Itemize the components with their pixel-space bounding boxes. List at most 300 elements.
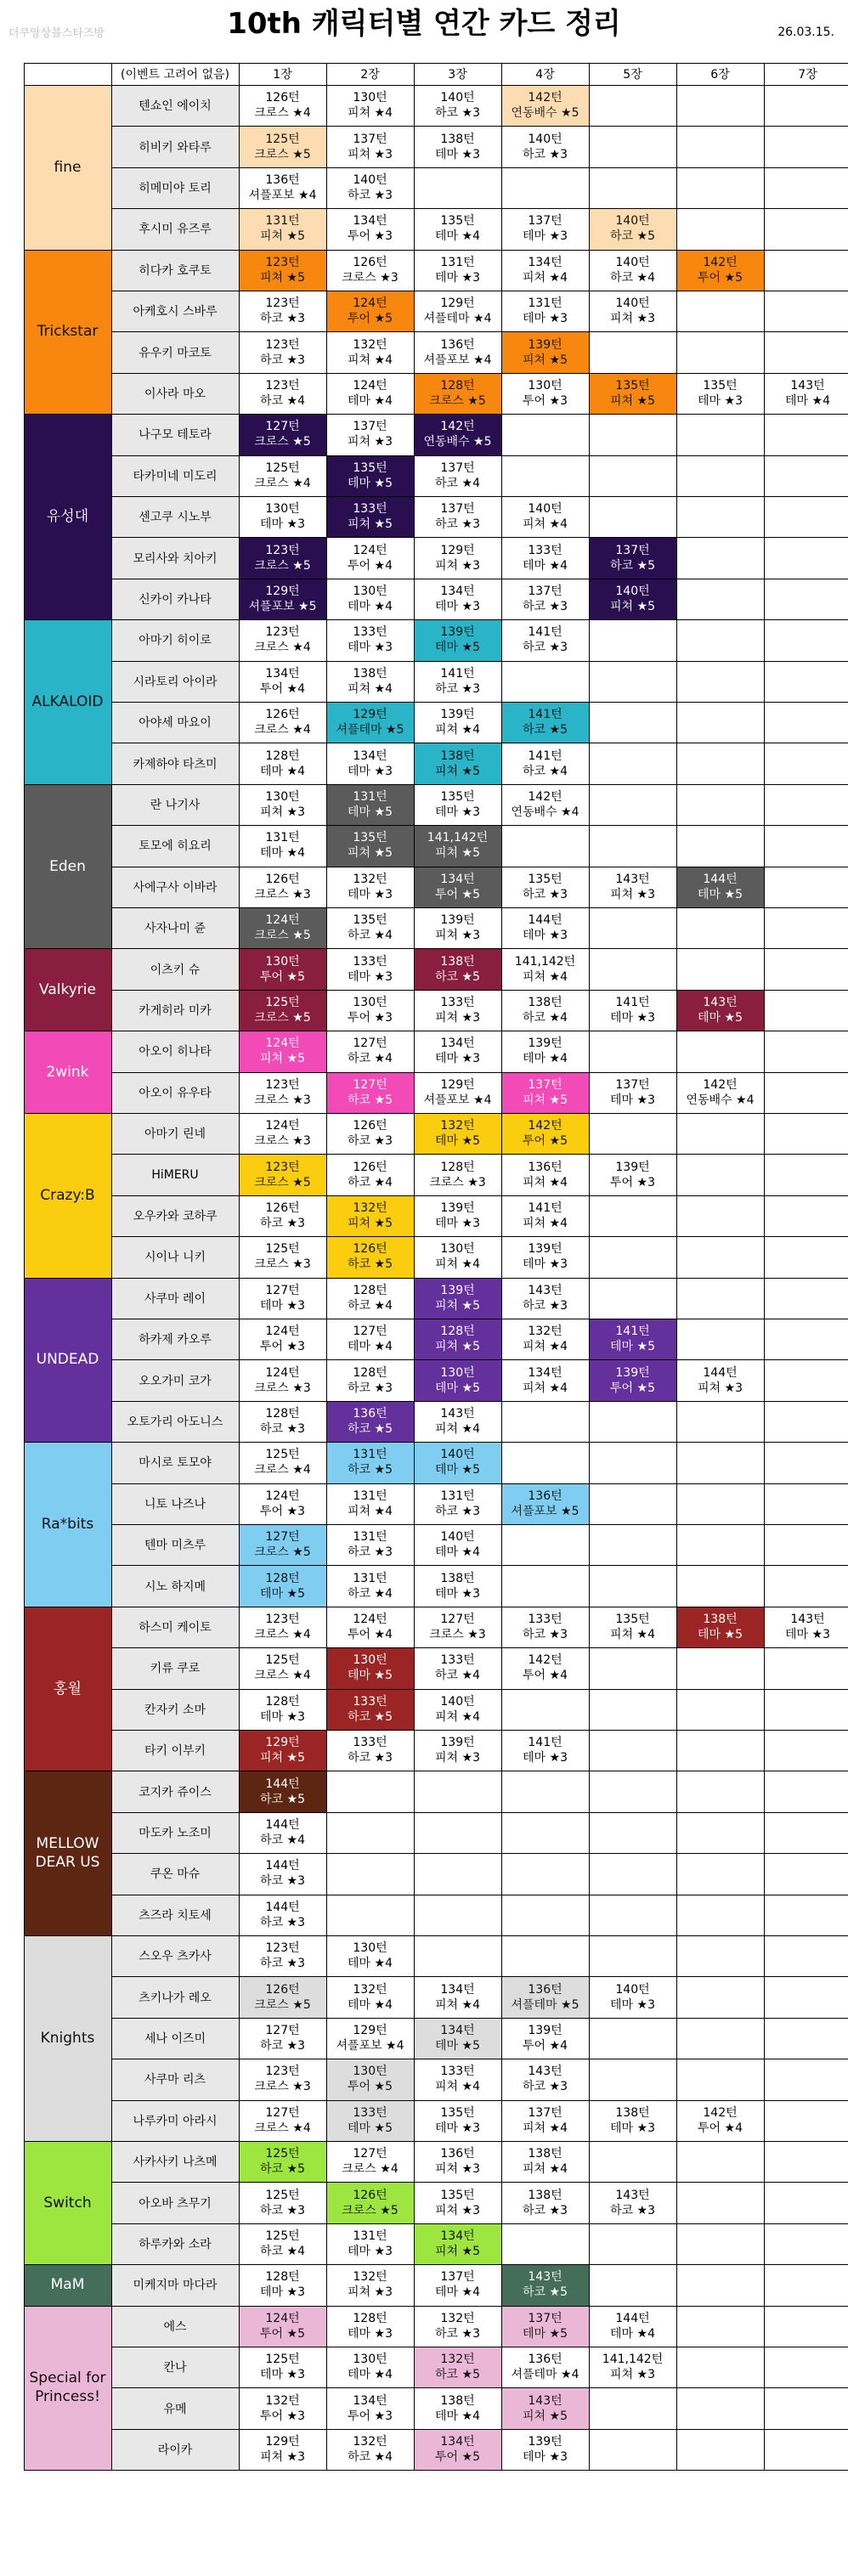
card-cell bbox=[239, 1689, 326, 1730]
grid-line bbox=[24, 948, 848, 949]
card-cell bbox=[326, 867, 414, 907]
card-event: 143턴 bbox=[440, 1406, 475, 1421]
card-type: 하코 ★3 bbox=[348, 1545, 393, 1560]
card-type: 피쳐 ★4 bbox=[435, 1997, 480, 2012]
card-cell bbox=[414, 743, 501, 783]
card-event: 123턴 bbox=[265, 337, 300, 352]
member-name: 사에구사 이바라 bbox=[111, 867, 239, 907]
grid-line bbox=[24, 784, 848, 785]
card-cell bbox=[326, 579, 414, 619]
card-type: 피쳐 ★5 bbox=[348, 517, 393, 532]
header-col-3: 3장 bbox=[448, 68, 467, 82]
card-cell bbox=[501, 2264, 589, 2305]
unit-label: Crazy:B bbox=[24, 1113, 111, 1278]
card-cell bbox=[414, 2387, 501, 2428]
card-type: 투어 ★4 bbox=[348, 558, 393, 573]
card-cell bbox=[239, 291, 326, 331]
card-type: 하코 ★5 bbox=[348, 1257, 393, 1272]
card-type: 연동배수 ★5 bbox=[423, 435, 492, 449]
card-type: 테마 ★3 bbox=[785, 1627, 830, 1641]
card-type: 피쳐 ★4 bbox=[348, 106, 393, 121]
card-cell bbox=[501, 2306, 589, 2347]
card-cell bbox=[501, 2100, 589, 2141]
card-type: 피쳐 ★4 bbox=[523, 969, 568, 984]
card-cell bbox=[326, 1113, 414, 1154]
grid-line bbox=[24, 63, 25, 2470]
member-name: 텐쇼인 에이치 bbox=[111, 85, 239, 126]
grid-line bbox=[111, 661, 848, 662]
card-type: 투어 ★4 bbox=[698, 2121, 743, 2135]
card-type: 셔플테마 ★4 bbox=[511, 2368, 579, 2382]
card-event: 128턴 bbox=[265, 749, 300, 763]
card-cell bbox=[501, 2018, 589, 2059]
card-event: 140턴 bbox=[440, 1448, 475, 1462]
card-type: 하코 ★4 bbox=[348, 929, 393, 943]
card-event: 138턴 bbox=[703, 1612, 738, 1626]
unit-label: UNDEAD bbox=[24, 1278, 111, 1443]
card-type: 피쳐 ★3 bbox=[348, 2285, 393, 2300]
card-event: 140턴 bbox=[615, 255, 650, 269]
grid-line bbox=[111, 2018, 848, 2019]
card-type: 테마 ★3 bbox=[610, 1010, 655, 1025]
grid-line bbox=[239, 63, 240, 2470]
card-cell bbox=[414, 1195, 501, 1236]
card-event: 137턴 bbox=[528, 584, 563, 598]
card-event: 128턴 bbox=[440, 1325, 475, 1339]
card-cell bbox=[326, 990, 414, 1031]
card-cell bbox=[326, 1730, 414, 1771]
member-name: 칸자키 소마 bbox=[111, 1689, 239, 1730]
card-cell bbox=[414, 1565, 501, 1606]
card-cell bbox=[239, 85, 326, 126]
card-cell bbox=[414, 1278, 501, 1319]
grid-line bbox=[111, 63, 112, 2470]
card-event: 144턴 bbox=[265, 1900, 300, 1914]
card-event: 133턴 bbox=[440, 995, 475, 1009]
card-cell bbox=[589, 2182, 676, 2223]
card-cell bbox=[326, 414, 414, 455]
card-cell bbox=[414, 331, 501, 372]
card-event: 136턴 bbox=[528, 1489, 563, 1503]
card-type: 하코 ★4 bbox=[523, 1010, 568, 1025]
card-cell bbox=[414, 1113, 501, 1154]
card-event: 124턴 bbox=[265, 1325, 300, 1339]
card-type: 하코 ★3 bbox=[260, 1421, 305, 1436]
card-cell bbox=[239, 2059, 326, 2099]
card-event: 132턴 bbox=[353, 1982, 387, 1997]
grid-line bbox=[111, 1401, 848, 1402]
card-cell bbox=[414, 414, 501, 455]
card-type: 하코 ★4 bbox=[435, 1669, 480, 1683]
card-event: 123턴 bbox=[265, 2065, 300, 2079]
unit-label: Valkyrie bbox=[24, 948, 111, 1031]
card-type: 투어 ★4 bbox=[523, 1669, 568, 1683]
card-type: 투어 ★4 bbox=[260, 681, 305, 696]
card-table bbox=[24, 63, 848, 2576]
member-name: 라이카 bbox=[111, 2429, 239, 2470]
card-event: 141턴 bbox=[528, 708, 563, 722]
card-type: 피쳐 ★4 bbox=[435, 1421, 480, 1436]
card-type: 크로스 ★4 bbox=[254, 1463, 311, 1477]
card-type: 투어 ★5 bbox=[260, 969, 305, 984]
card-event: 129턴 bbox=[265, 584, 300, 598]
card-cell bbox=[501, 1154, 589, 1195]
card-type: 크로스 ★5 bbox=[254, 558, 311, 573]
card-cell bbox=[589, 291, 676, 331]
card-event: 126턴 bbox=[353, 255, 387, 269]
card-type: 크로스 ★4 bbox=[254, 2121, 311, 2135]
card-type: 피쳐 ★5 bbox=[260, 1052, 305, 1066]
card-cell bbox=[239, 2347, 326, 2387]
card-type: 테마 ★4 bbox=[348, 2368, 393, 2382]
card-cell bbox=[326, 784, 414, 825]
card-type: 크로스 ★5 bbox=[342, 2203, 399, 2217]
grid-line bbox=[24, 1278, 848, 1279]
card-type: 테마 ★5 bbox=[260, 1586, 305, 1601]
member-name: 니토 나즈나 bbox=[111, 1483, 239, 1524]
card-type: 피쳐 ★5 bbox=[610, 599, 655, 613]
grid-line bbox=[111, 1976, 848, 1977]
card-type: 테마 ★3 bbox=[523, 229, 568, 244]
card-event: 131턴 bbox=[440, 1489, 475, 1503]
card-event: 134턴 bbox=[440, 872, 475, 886]
card-cell bbox=[589, 1976, 676, 2017]
card-cell bbox=[414, 2347, 501, 2387]
card-cell bbox=[414, 1442, 501, 1483]
card-type: 투어 ★5 bbox=[610, 1381, 655, 1395]
card-type: 테마 ★5 bbox=[698, 887, 743, 901]
card-type: 테마 ★3 bbox=[348, 764, 393, 778]
header-col-7: 7장 bbox=[798, 68, 817, 82]
card-event: 141,142턴 bbox=[427, 831, 489, 845]
unit-label: 유성대 bbox=[24, 414, 111, 619]
card-type: 하코 ★3 bbox=[523, 2080, 568, 2094]
card-event: 123턴 bbox=[265, 543, 300, 557]
card-event: 134턴 bbox=[440, 2434, 475, 2449]
card-event: 138턴 bbox=[440, 749, 475, 763]
card-event: 138턴 bbox=[528, 2188, 563, 2202]
card-type: 하코 ★5 bbox=[610, 229, 655, 244]
card-type: 테마 ★3 bbox=[435, 2121, 480, 2135]
card-type: 피쳐 ★3 bbox=[698, 1381, 743, 1395]
card-cell bbox=[239, 1483, 326, 1524]
grid-line bbox=[501, 63, 502, 2470]
card-event: 131턴 bbox=[353, 1530, 387, 1545]
card-event: 137턴 bbox=[528, 214, 563, 229]
card-type: 피쳐 ★4 bbox=[523, 270, 568, 285]
card-event: 140턴 bbox=[528, 132, 563, 146]
card-type: 셔플테마 ★5 bbox=[336, 723, 404, 737]
card-type: 크로스 ★4 bbox=[342, 2162, 399, 2177]
card-cell bbox=[326, 743, 414, 783]
card-type: 피쳐 ★3 bbox=[610, 2368, 655, 2382]
card-type: 테마 ★5 bbox=[348, 1669, 393, 1683]
card-event: 144턴 bbox=[265, 1859, 300, 1873]
card-type: 하코 ★3 bbox=[348, 188, 393, 202]
card-type: 투어 ★3 bbox=[348, 229, 393, 244]
card-cell bbox=[414, 2141, 501, 2182]
card-event: 131턴 bbox=[353, 1489, 387, 1503]
card-event: 134턴 bbox=[353, 214, 387, 229]
card-cell bbox=[326, 537, 414, 578]
card-cell bbox=[589, 2347, 676, 2387]
grid-line bbox=[111, 373, 848, 374]
card-cell bbox=[501, 702, 589, 743]
card-cell bbox=[589, 208, 676, 249]
card-event: 137턴 bbox=[353, 420, 387, 434]
card-event: 142턴 bbox=[528, 1653, 563, 1668]
card-event: 134턴 bbox=[353, 2393, 387, 2408]
card-event: 137턴 bbox=[440, 2270, 475, 2285]
card-cell bbox=[326, 1607, 414, 1647]
card-cell bbox=[239, 743, 326, 783]
card-event: 135턴 bbox=[703, 378, 738, 393]
card-cell bbox=[326, 619, 414, 660]
unit-label: Special for Princess! bbox=[24, 2306, 111, 2471]
card-type: 셔플포보 ★4 bbox=[423, 1093, 492, 1107]
card-type: 테마 ★5 bbox=[348, 805, 393, 819]
card-event: 130턴 bbox=[528, 378, 563, 393]
member-name: 츠즈라 치토세 bbox=[111, 1895, 239, 1935]
member-name: 유우키 마코토 bbox=[111, 331, 239, 372]
card-cell bbox=[414, 867, 501, 907]
card-cell bbox=[239, 2182, 326, 2223]
card-cell bbox=[676, 250, 764, 291]
card-event: 132턴 bbox=[440, 1119, 475, 1133]
card-type: 크로스 ★3 bbox=[254, 1381, 311, 1395]
card-event: 139턴 bbox=[440, 1736, 475, 1750]
card-cell bbox=[326, 2264, 414, 2305]
card-cell bbox=[239, 579, 326, 619]
card-event: 133턴 bbox=[440, 1653, 475, 1668]
grid-line bbox=[111, 2100, 848, 2101]
card-event: 139턴 bbox=[528, 2434, 563, 2449]
member-name: 쿠온 마슈 bbox=[111, 1853, 239, 1894]
card-cell bbox=[414, 455, 501, 496]
card-type: 피쳐 ★3 bbox=[435, 1010, 480, 1025]
card-type: 테마 ★3 bbox=[435, 1052, 480, 1066]
card-cell bbox=[326, 948, 414, 989]
card-type: 피쳐 ★4 bbox=[435, 723, 480, 737]
card-cell bbox=[239, 825, 326, 866]
card-type: 하코 ★4 bbox=[523, 764, 568, 778]
card-event: 138턴 bbox=[440, 954, 475, 969]
card-type: 피쳐 ★5 bbox=[523, 353, 568, 367]
card-event: 128턴 bbox=[440, 1160, 475, 1174]
card-event: 140턴 bbox=[615, 214, 650, 229]
member-name: 나구모 테토라 bbox=[111, 414, 239, 455]
card-event: 123턴 bbox=[265, 1612, 300, 1626]
card-type: 하코 ★3 bbox=[523, 1627, 568, 1641]
card-event: 130턴 bbox=[353, 1653, 387, 1668]
member-name: 아오이 유우타 bbox=[111, 1072, 239, 1113]
card-cell bbox=[414, 1689, 501, 1730]
card-type: 하코 ★3 bbox=[435, 681, 480, 696]
card-type: 피쳐 ★4 bbox=[523, 2162, 568, 2177]
card-event: 143턴 bbox=[790, 1612, 825, 1626]
card-event: 125턴 bbox=[265, 2188, 300, 2202]
card-type: 피쳐 ★5 bbox=[348, 846, 393, 861]
card-event: 144턴 bbox=[615, 2311, 650, 2325]
card-type: 하코 ★3 bbox=[610, 2203, 655, 2217]
card-type: 피쳐 ★5 bbox=[610, 393, 655, 408]
grid-line bbox=[111, 1359, 848, 1360]
card-type: 셔플테마 ★5 bbox=[511, 1997, 579, 2012]
card-type: 테마 ★3 bbox=[523, 2449, 568, 2464]
card-type: 피쳐 ★4 bbox=[523, 1340, 568, 1354]
member-name: 하스미 케이토 bbox=[111, 1607, 239, 1647]
card-event: 124턴 bbox=[265, 913, 300, 928]
card-cell bbox=[326, 331, 414, 372]
card-type: 하코 ★3 bbox=[260, 1216, 305, 1230]
card-event: 132턴 bbox=[528, 1325, 563, 1339]
grid-line bbox=[111, 1689, 848, 1690]
card-event: 133턴 bbox=[353, 954, 387, 969]
card-cell bbox=[414, 619, 501, 660]
card-event: 128턴 bbox=[440, 378, 475, 393]
card-event: 132턴 bbox=[353, 2270, 387, 2285]
card-event: 123턴 bbox=[265, 255, 300, 269]
card-event: 141턴 bbox=[528, 1736, 563, 1750]
card-event: 137턴 bbox=[615, 1077, 650, 1092]
card-cell bbox=[326, 907, 414, 948]
card-event: 142턴 bbox=[703, 2105, 738, 2120]
card-event: 125턴 bbox=[265, 2229, 300, 2243]
card-cell bbox=[326, 1359, 414, 1400]
card-event: 140턴 bbox=[440, 91, 475, 105]
card-event: 127턴 bbox=[353, 1325, 387, 1339]
grid-line bbox=[111, 126, 848, 127]
card-cell bbox=[414, 1154, 501, 1195]
card-event: 134턴 bbox=[440, 2229, 475, 2243]
card-event: 126턴 bbox=[265, 91, 300, 105]
card-cell bbox=[326, 1278, 414, 1319]
member-name: 에스 bbox=[111, 2306, 239, 2347]
card-type: 투어 ★5 bbox=[435, 887, 480, 901]
card-type: 피쳐 ★5 bbox=[435, 2244, 480, 2258]
card-cell bbox=[501, 291, 589, 331]
grid-line bbox=[24, 1442, 848, 1443]
card-cell bbox=[414, 702, 501, 743]
card-event: 135턴 bbox=[353, 831, 387, 845]
card-event: 134턴 bbox=[353, 749, 387, 763]
member-name: 아야세 마요이 bbox=[111, 702, 239, 743]
card-cell bbox=[589, 1072, 676, 1113]
card-event: 136턴 bbox=[440, 2147, 475, 2161]
card-event: 130턴 bbox=[353, 2065, 387, 2079]
card-event: 124턴 bbox=[353, 543, 387, 557]
card-type: 테마 ★5 bbox=[435, 641, 480, 655]
card-cell bbox=[239, 2141, 326, 2182]
grid-line bbox=[111, 1812, 848, 1813]
member-name: 마도카 노조미 bbox=[111, 1812, 239, 1853]
card-event: 132턴 bbox=[440, 2353, 475, 2367]
card-cell bbox=[414, 1483, 501, 1524]
member-name: 오토가리 아도니스 bbox=[111, 1401, 239, 1442]
member-name: HiMERU bbox=[111, 1154, 239, 1195]
card-cell bbox=[501, 331, 589, 372]
card-event: 134턴 bbox=[440, 2023, 475, 2037]
card-event: 130턴 bbox=[265, 789, 300, 804]
card-event: 127턴 bbox=[265, 420, 300, 434]
card-cell bbox=[326, 291, 414, 331]
card-type: 하코 ★3 bbox=[260, 2038, 305, 2053]
card-cell bbox=[501, 579, 589, 619]
card-event: 143턴 bbox=[528, 2393, 563, 2408]
card-type: 셔플포보 ★5 bbox=[248, 599, 317, 613]
card-type: 크로스 ★5 bbox=[254, 1175, 311, 1189]
card-cell bbox=[501, 126, 589, 167]
card-cell bbox=[501, 2182, 589, 2223]
grid-line bbox=[24, 414, 848, 415]
member-name: 미케지마 마다라 bbox=[111, 2264, 239, 2305]
card-type: 피쳐 ★4 bbox=[523, 1216, 568, 1230]
card-event: 142턴 bbox=[703, 1077, 738, 1092]
card-type: 하코 ★3 bbox=[523, 2203, 568, 2217]
card-type: 테마 ★4 bbox=[348, 1340, 393, 1354]
card-cell bbox=[239, 1319, 326, 1359]
card-type: 투어 ★3 bbox=[260, 2409, 305, 2423]
card-cell bbox=[414, 1031, 501, 1071]
card-cell bbox=[239, 414, 326, 455]
card-event: 126턴 bbox=[353, 1160, 387, 1174]
card-cell bbox=[239, 1935, 326, 1976]
member-name: 타키 이부키 bbox=[111, 1730, 239, 1771]
grid-line bbox=[111, 455, 848, 456]
card-cell bbox=[414, 1072, 501, 1113]
card-event: 125턴 bbox=[265, 460, 300, 475]
card-event: 133턴 bbox=[353, 1736, 387, 1750]
card-cell bbox=[501, 1730, 589, 1771]
card-cell bbox=[414, 2018, 501, 2059]
card-event: 142턴 bbox=[440, 420, 475, 434]
grid-line bbox=[111, 2182, 848, 2183]
header-col-2: 2장 bbox=[360, 68, 380, 82]
card-type: 테마 ★5 bbox=[435, 1134, 480, 1149]
card-cell bbox=[414, 291, 501, 331]
card-event: 141,142턴 bbox=[514, 954, 576, 969]
card-type: 테마 ★3 bbox=[435, 1586, 480, 1601]
card-cell bbox=[589, 990, 676, 1031]
card-type: 테마 ★3 bbox=[435, 599, 480, 613]
card-event: 138턴 bbox=[440, 2393, 475, 2408]
grid-line bbox=[111, 825, 848, 826]
card-cell bbox=[414, 825, 501, 866]
card-event: 129턴 bbox=[440, 1077, 475, 1092]
card-cell bbox=[326, 455, 414, 496]
card-type: 하코 ★4 bbox=[610, 270, 655, 285]
card-type: 하코 ★4 bbox=[348, 1052, 393, 1066]
card-type: 테마 ★3 bbox=[348, 887, 393, 901]
card-type: 투어 ★5 bbox=[348, 312, 393, 326]
card-type: 피쳐 ★3 bbox=[348, 435, 393, 449]
card-cell bbox=[414, 661, 501, 702]
card-event: 142턴 bbox=[528, 91, 563, 105]
card-event: 131턴 bbox=[353, 1448, 387, 1462]
card-event: 133턴 bbox=[440, 2065, 475, 2079]
card-type: 피쳐 ★5 bbox=[523, 1093, 568, 1107]
card-cell bbox=[239, 331, 326, 372]
card-event: 129턴 bbox=[353, 2023, 387, 2037]
card-event: 134턴 bbox=[440, 584, 475, 598]
card-cell bbox=[326, 1442, 414, 1483]
card-type: 투어 ★5 bbox=[348, 2080, 393, 2094]
card-type: 크로스 ★3 bbox=[254, 1093, 311, 1107]
card-type: 테마 ★3 bbox=[348, 641, 393, 655]
card-event: 123턴 bbox=[265, 297, 300, 311]
card-event: 126턴 bbox=[353, 1242, 387, 1257]
card-type: 크로스 ★3 bbox=[254, 1257, 311, 1272]
